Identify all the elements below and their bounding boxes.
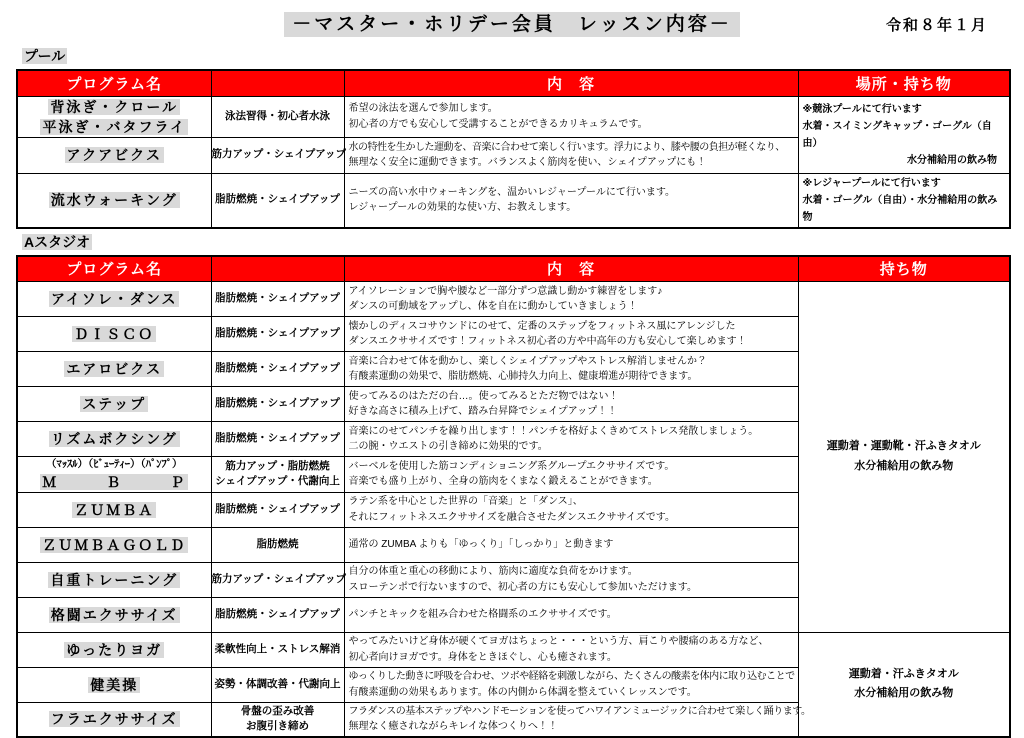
pool-header-program: プログラム名 [17,70,211,96]
program-name-cell [17,317,211,352]
program-name-cell [17,137,211,173]
content-cell: ニーズの高い水中ウォーキングを、温かいレジャープールにて行います。 レジャープールの効果的な使い方、お教えします。 [344,173,798,228]
studio-header-row [17,256,1010,282]
program-name: 健美操 [88,677,140,693]
content-cell: ゆっくりした動きに呼吸を合わせ、ツボや経絡を刺激しながら、たくさんの酸素を体内に取り込むことで 有酸素運動の効果もあります。体の内側から体調を整えていくレッスンです。 [344,667,798,702]
program-name: 自重トレーニング [48,572,180,588]
table-row [17,96,1010,137]
program-name-cell [17,562,211,597]
studio-table [16,255,1011,738]
pool-header-items: 場所・持ち物 [798,70,1010,96]
date-label: 令和８年１月 [886,14,988,35]
category-cell: 脂肪燃焼・シェイプアップ [211,387,344,422]
program-name: フラエクササイズ [49,711,180,727]
program-name-cell [17,173,211,228]
category-cell: 筋力アップ・シェイプアップ [211,137,344,173]
category-cell: 脂肪燃焼・シェイプアップ [211,597,344,632]
program-name: エアロビクス [64,361,164,377]
program-name-note: （ﾏｯｽﾙ）（ﾋﾞｭｰﾃｨｰ）（ﾊﾟﾝﾌﾟ） [18,457,211,472]
category-cell: 脂肪燃焼・シェイプアップ [211,492,344,527]
program-name-cell [17,457,211,493]
category-cell: 筋力アップ・シェイプアップ [211,562,344,597]
program-name-cell [17,527,211,562]
category-cell: 脂肪燃焼・シェイプアップ [211,422,344,457]
content-cell: 水の特性を生かした運動を、音楽に合わせて楽しく行います。浮力により、膝や腰の負担が軽くなり、 無理なく安全に運動できます。バランスよく筋肉を使い、シェイプアップにも！ [344,137,798,173]
program-name-cell [17,422,211,457]
section-label-pool: プール [22,46,1024,66]
category-cell: 泳法習得・初心者水泳 [211,96,344,137]
pool-table [16,69,1011,229]
content-cell: バーベルを使用した筋コンディショニング系グループエクササイズです。 音楽でも盛り上がり、全身の筋肉をくまなく鍛えることができます。 [344,457,798,493]
items-cell: 運動着・汗ふきタオル 水分補給用の飲み物 [798,632,1010,737]
items-cell: 運動着・運動靴・汗ふきタオル 水分補給用の飲み物 [798,282,1010,633]
table-row [17,282,1010,317]
program-name-cell [17,352,211,387]
pool-header-category [211,70,344,96]
program-name-cell [17,282,211,317]
table-row [17,632,1010,667]
program-name-cell [17,667,211,702]
program-name: ステップ [80,396,148,412]
content-cell: 音楽に合わせて体を動かし、楽しくシェイプアップやストレス解消しませんか？ 有酸素運動の効果で、脂肪燃焼、心肺持久力向上、健康増進が期待できます。 [344,352,798,387]
category-cell: 姿勢・体調改善・代謝向上 [211,667,344,702]
program-name: アイソレ・ダンス [49,291,179,307]
content-cell: 使ってみるのはただの台…。使ってみるとただ物ではない！ 好きな高さに積み上げて、踏み台昇降でシェイプアップ！！ [344,387,798,422]
program-name-cell [17,387,211,422]
program-name-cell [17,702,211,737]
program-name: 格闘エクササイズ [49,607,180,623]
content-cell: パンチとキックを組み合わせた格闘系のエクササイズです。 [344,597,798,632]
program-name-cell [17,492,211,527]
category-cell: 柔軟性向上・ストレス解消 [211,632,344,667]
program-name: 平泳ぎ・バタフライ [40,119,188,135]
studio-header-category [211,256,344,282]
page-title [0,9,1024,36]
program-name: ＺＵＭＢＡ [72,502,156,518]
content-cell: 希望の泳法を選んで参加します。 初心者の方でも安心して受講することができるカリキュラムです。 [344,96,798,137]
program-name-cell [17,597,211,632]
program-name-cell [17,96,211,137]
program-name: ＤＩＳＣＯ [72,326,156,342]
program-name: Ｍ Ｂ Ｐ [40,474,188,490]
category-cell: 骨盤の歪み改善 お腹引き締め [211,702,344,737]
studio-header-items: 持ち物 [798,256,1010,282]
document-header [0,0,1024,43]
content-cell: フラダンスの基本ステップやハンドモーションを使ってハワイアンミュージックに合わせて楽しく踊ります。 無理なく癒されながらキレイな体つくりへ！！ [344,702,798,737]
program-name: アクアビクス [65,147,164,163]
category-cell: 脂肪燃焼 [211,527,344,562]
content-cell: 自分の体重と重心の移動により、筋肉に適度な負荷をかけます。 スローテンポで行ないますので、初心者の方にも安心して参加いただけます。 [344,562,798,597]
program-name: 流水ウォーキング [49,192,180,208]
program-name-cell [17,632,211,667]
content-cell: アイソレーションで胸や腰など一部分ずつ意識し動かす練習をします♪ ダンスの可動域をアップし、体を自在に動かしていきましょう！ [344,282,798,317]
pool-header-row [17,70,1010,96]
category-cell: 脂肪燃焼・シェイプアップ [211,352,344,387]
page-title-text: －マスター・ホリデー会員 レッスン内容－ [284,12,739,37]
place-items-cell: ※競泳プールにて行います 水着・スイミングキャップ・ゴーグル（自由） 水分補給用の飲み物 [798,96,1010,173]
category-cell: 脂肪燃焼・シェイプアップ [211,173,344,228]
program-name: 背泳ぎ・クロール [48,99,180,115]
content-cell: 懐かしのディスコサウンドにのせて、定番のステップをフィットネス風にアレンジした ダンスエクササイズです！フィットネス初心者の方や中高年の方も安心して楽しめます！ [344,317,798,352]
section-label-studio: Aスタジオ [22,232,1024,252]
studio-header-program: プログラム名 [17,256,211,282]
pool-header-content: 内 容 [344,70,798,96]
program-name: ＺＵＭＢＡＧＯＬＤ [40,537,188,553]
content-cell: 通常の ZUMBA よりも「ゆっくり」「しっかり」と動きます [344,527,798,562]
table-row [17,173,1010,228]
studio-header-content: 内 容 [344,256,798,282]
category-cell: 筋力アップ・脂肪燃焼 シェイプアップ・代謝向上 [211,457,344,493]
content-cell: ラテン系を中心とした世界の「音楽」と「ダンス」、 それにフィットネスエクササイズを融合させたダンスエクササイズです。 [344,492,798,527]
content-cell: 音楽にのせてパンチを繰り出します！！パンチを格好よくきめてストレス発散しましょう。 二の腕・ウエストの引き締めに効果的です。 [344,422,798,457]
place-items-cell: ※レジャープールにて行います 水着・ゴーグル（自由）・水分補給用の飲み物 [798,173,1010,228]
category-cell: 脂肪燃焼・シェイプアップ [211,317,344,352]
content-cell: やってみたいけど身体が硬くてヨガはちょっと・・・という方、肩こりや腰痛のある方など、 初心者向けヨガです。身体をときほぐし、心も癒されます。 [344,632,798,667]
category-cell: 脂肪燃焼・シェイプアップ [211,282,344,317]
program-name: ゆったりヨガ [64,642,164,658]
program-name: リズムボクシング [49,431,180,447]
